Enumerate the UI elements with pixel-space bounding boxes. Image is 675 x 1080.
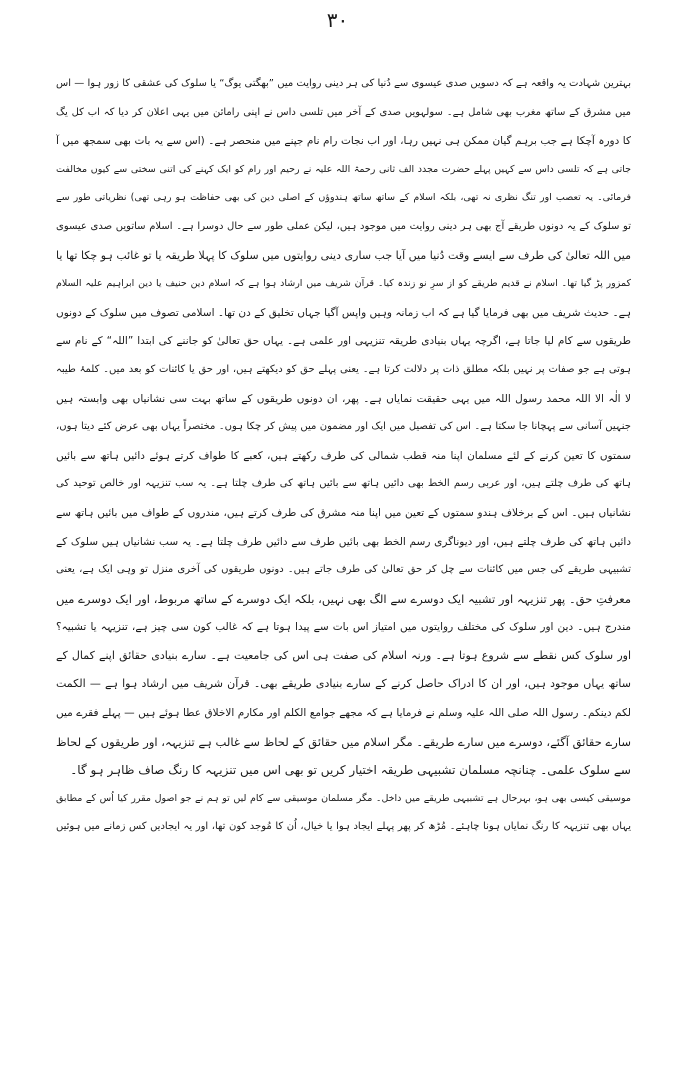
text-line: نشانیاں ہیں۔ اس کے برخلاف ہندو سمتوں کے تعین میں اپنا منہ مشرق کی طرف کرتے ہیں، مندروں کے طواف میں بائیں ہاتھ سے	[56, 506, 631, 519]
text-line: تو سلوک کے یہ دونوں طریقے آج بھی ہر دینی روایت میں موجود ہیں، لیکن عملی طور سے حال دوسرا ہے۔ اسلام ساتویں صدی عیسوی	[56, 220, 631, 232]
text-line: یہاں بھی تنزیہہ کا رنگ نمایاں ہونا چاہئے۔ مُڑھ کر پھر پہلے ایجاد ہوا یا خیال، اُن کا مُوجد کون تھا، اور یہ ایجادیں کس زمانے میں ہوئیں	[56, 821, 631, 833]
text-line: لکم دینکم۔ رسول اللہ صلی اللہ علیہ وسلم نے فرمایا ہے کہ مجھے جوامع الکلم اور مکارم الاخلاق عطا ہوئے ہیں — پہلے فقرے میں	[56, 707, 631, 720]
text-line: تشبیہی طریقے کی جس میں کائنات سے چل کر حق تعالیٰ کی طرف جاتے ہیں۔ دونوں طریقوں کی آخری منزل تو وہی ایک ہے، یعنی	[56, 564, 631, 576]
text-line: اور سلوک کس نقطے سے شروع ہوتا ہے۔ ورنہ اسلام کی صفت ہی اس کی جامعیت ہے۔ سارے بنیادی حقائق اپنے کمال کے	[56, 648, 631, 662]
text-line: میں اللہ تعالیٰ کی طرف سے ایسے وقت دُنیا میں آیا جب ساری دینی روایتوں میں سلوک کا پہلا طریقہ یا تو غائب ہو چکا تھا یا	[56, 248, 631, 262]
text-line: طریقوں سے کام لیا جاتا ہے، اگرچہ یہاں بنیادی طریقہ تنزیہی اور علمی ہے۔ یہاں حق تعالیٰ کو جاننے کی ابتدا ”اللہ“ کے نام سے	[56, 335, 631, 348]
text-line: جاتی ہے کہ تلسی داس سے کہیں پہلے حضرت مجدد الف ثانی رحمۃ اللہ علیہ نے رحیم اور رام کو ایک کہنے کی اتنی سختی سے کیوں مخالفت	[56, 163, 631, 175]
text-line: دائیں ہاتھ کی طرف چلتے ہیں، اور دیوناگری رسم الخط بھی بائیں طرف سے دائیں طرف چلتا ہے۔ یہ سب نشانیاں ہیں سلوک کے	[56, 535, 631, 548]
page-number: ۳۰	[326, 8, 349, 32]
text-line: ہوتی ہے جو صفات پر نہیں بلکہ مطلق ذات پر دلالت کرتا ہے۔ یعنی پہلے حق کو دیکھتے ہیں، اور حق یا کائنات کو بعد میں۔ کلمۂ طیبہ	[56, 363, 631, 375]
text-line: سمتوں کا تعین کرنے کے لئے مسلمان اپنا منہ قطب شمالی کی طرف رکھتے ہیں، کعبے کا طواف کرتے ہوئے دائیں ہاتھ سے بائیں	[56, 449, 631, 462]
text-line: کمزور پڑ گیا تھا۔ اسلام نے قدیم طریقے کو از سرِ نو زندہ کیا۔ قرآن شریف میں ارشاد ہوا ہے کہ اسلام دین حنیف یا دین ابراہیم علیہ السلام	[56, 278, 631, 290]
text-line: موسیقی کیسی بھی ہو، بہرحال ہے تشبیہی طریقے میں داخل۔ مگر مسلمان موسیقی سے کام لیں تو ہم نے جو اصول مقرر کیا اُس کے مطابق	[56, 792, 631, 804]
text-line: کا دورہ آچکا ہے جب برہم گیان ممکن ہی نہیں رہا، اور اب نجات رام نام جپنے میں منحصر ہے۔ (اس سے یہ بات بھی سمجھ میں آ	[56, 135, 631, 148]
text-line: لا الٰہ الا اللہ محمد رسول اللہ میں یہی حقیقت نمایاں ہے۔ پھر، ان دونوں طریقوں کے ساتھ بہت سی نشانیاں بھی وابستہ ہیں	[56, 392, 631, 405]
text-line: سے سلوک علمی۔ چنانچہ مسلمان تشبیہی طریقہ اختیار کریں تو بھی اس میں تنزیہہ کا رنگ صاف ظاہر ہو گا۔	[70, 763, 631, 778]
body-text	[56, 70, 631, 842]
text-line: میں مشرق کے ساتھ مغرب بھی شامل ہے۔ سولہویں صدی کے آخر میں تلسی داس نے اپنی رامائن میں یہی اعلان کر دیا کہ اب کل یگ	[56, 106, 631, 118]
text-line: بہترین شہادت یہ واقعہ ہے کہ دسویں صدی عیسوی سے دُنیا کی ہر دینی روایت میں ”بھگتی یوگ“ یا سلوک کی عشقی کا زور ہوا — اس	[56, 78, 631, 89]
text-line: سارے حقائق آگئے، دوسرے میں سارے طریقے۔ مگر اسلام میں حقائق کے لحاظ سے غالب ہے تنزیہہ، اور طریقوں کے لحاظ	[56, 734, 631, 749]
text-line: مندرج ہیں۔ دین اور سلوک کی مختلف روایتوں میں امتیاز اس بات سے پیدا ہوتا ہے کہ غالب کون سی چیز ہے، تنزیہہ یا تشبیہ؟	[56, 621, 631, 634]
text-line: جنہیں آسانی سے پہچانا جا سکتا ہے۔ اس کی تفصیل میں ایک اور مضمون میں پیش کر چکا ہوں۔ مختصراً یہاں بھی عرض کئے دیتا ہوں،	[56, 421, 631, 433]
text-line: ساتھ یہاں موجود ہیں، اور ان کا ادراک حاصل کرنے کے سارے بنیادی طریقے بھی۔ قرآن شریف میں ارشاد ہوا ہے — الکمت	[56, 677, 631, 691]
text-line: ہے۔ حدیث شریف میں بھی فرمایا گیا ہے کہ اب زمانہ وہیں واپس آگیا جہاں تخلیق کے دن تھا۔ اسلامی تصوف میں سلوک کے دونوں	[56, 306, 631, 319]
text-line: معرفتِ حق۔ پھر تنزیہہ اور تشبیہ ایک دوسرے سے الگ بھی نہیں، بلکہ ایک دوسرے کے ساتھ مربوط، اور ایک دوسرے میں	[56, 591, 631, 606]
text-line: ہاتھ کی طرف چلتے ہیں، اور عربی رسم الخط بھی دائیں ہاتھ سے بائیں ہاتھ کی طرف چلتا ہے۔ یہ سب تنزیہہ اور خالص توحید کی	[56, 478, 631, 490]
text-line: فرمائی۔ یہ تعصب اور تنگ نظری نہ تھی، بلکہ اسلام کے ساتھ ساتھ ہندوؤں کے اصلی دین کی بھی حفاظت ہو رہی تھی) نظریاتی طور سے	[56, 192, 631, 204]
